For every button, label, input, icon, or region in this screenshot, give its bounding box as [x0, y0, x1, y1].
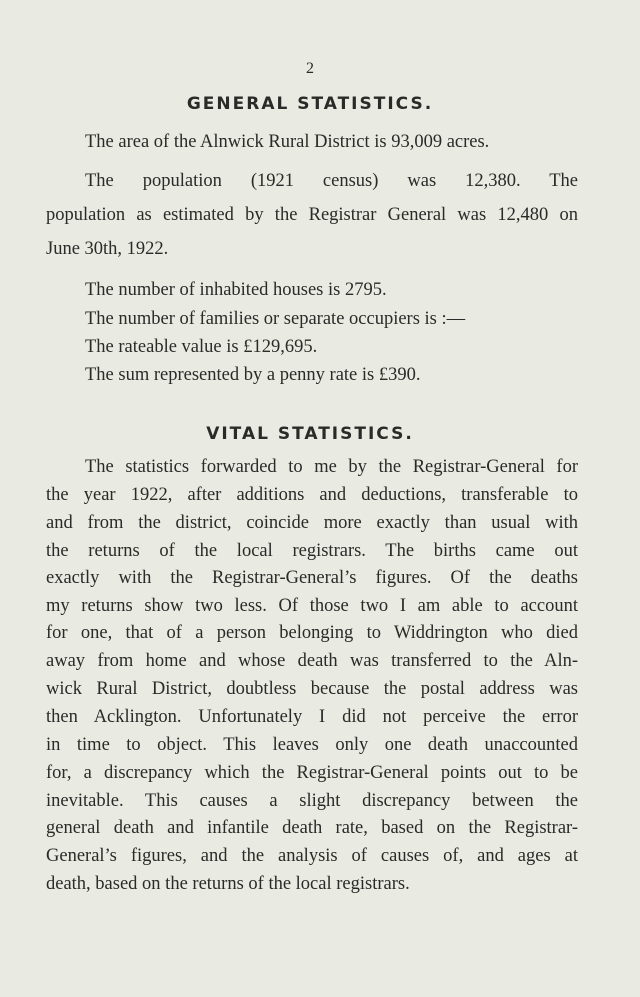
vital-line-14: general death and infantile death rate, based on the Registrar- — [46, 818, 578, 838]
inhabited-houses: The number of inhabited houses is 2795. — [85, 280, 387, 300]
penny-rate: The sum represented by a penny rate is £390. — [85, 365, 421, 385]
population-line-2: population as estimated by the Registrar General was 12,480 on — [46, 205, 578, 225]
vital-line-1: The statistics forwarded to me by the Registrar-General for — [85, 457, 578, 477]
vital-line-11: in time to object. This leaves only one death unaccounted — [46, 735, 578, 755]
page-number: 2 — [306, 60, 314, 77]
vital-line-16: death, based on the returns of the local registrars. — [46, 874, 410, 894]
vital-line-2: the year 1922, after additions and deductions, transferable to — [46, 485, 578, 505]
vital-line-3: and from the district, coincide more exactly than usual with — [46, 513, 578, 533]
families-occupiers: The number of families or separate occupiers is :— — [85, 309, 466, 329]
vital-line-13: inevitable. This causes a slight discrepancy between the — [46, 791, 578, 811]
vital-line-5: exactly with the Registrar-General’s figures. Of the deaths — [46, 568, 578, 588]
general-statistics-heading: GENERAL STATISTICS. — [186, 94, 434, 114]
area-statement: The area of the Alnwick Rural District is 93,009 acres. — [85, 132, 490, 152]
population-line-1: The population (1921 census) was 12,380. The — [85, 171, 578, 191]
vital-line-9: wick Rural District, doubtless because the postal address was — [46, 679, 578, 699]
vital-line-8: away from home and whose death was transferred to the Aln- — [46, 651, 578, 671]
rateable-value: The rateable value is £129,695. — [85, 337, 318, 357]
vital-line-6: my returns show two less. Of those two I am able to account — [46, 596, 578, 616]
vital-line-7: for one, that of a person belonging to Widdrington who died — [46, 623, 578, 643]
vital-line-4: the returns of the local registrars. The births came out — [46, 541, 578, 561]
vital-line-12: for, a discrepancy which the Registrar-General points out to be — [46, 763, 578, 783]
vital-line-10: then Acklington. Unfortunately I did not perceive the error — [46, 707, 578, 727]
vital-line-15: General’s figures, and the analysis of causes of, and ages at — [46, 846, 578, 866]
vital-statistics-heading: VITAL STATISTICS. — [206, 424, 414, 444]
population-line-3: June 30th, 1922. — [46, 239, 169, 259]
